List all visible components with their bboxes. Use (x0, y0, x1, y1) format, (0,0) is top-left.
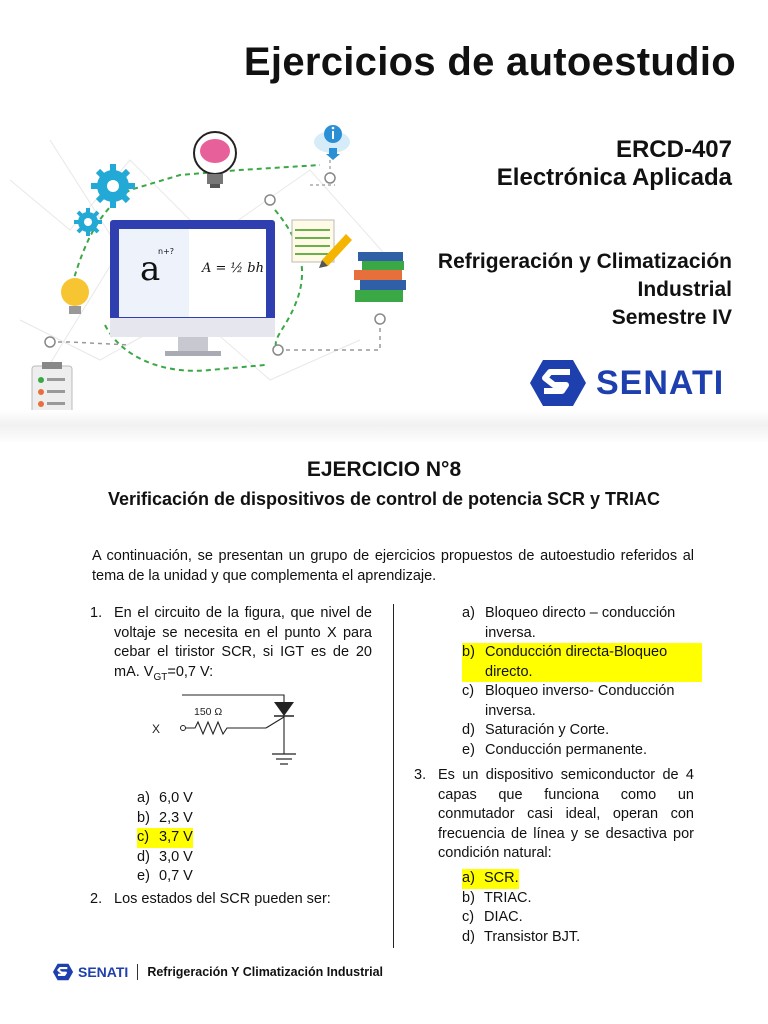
option-text: Conducción permanente. (485, 741, 648, 758)
question-1-options (137, 789, 193, 887)
question-text-main: En el circuito de la figura, que nivel de voltaje se necesita en el punto X para cebar el tiristor SCR, si IGT es de 20 mA. V (114, 605, 372, 680)
question-text-end: =0,7 V: (167, 663, 214, 680)
option-text: 3,0 V (159, 848, 193, 865)
course-code: ERCD-407 (615, 136, 732, 163)
resistor-label: 150 Ω (194, 706, 223, 718)
monitor-icon (110, 220, 275, 356)
option-b[interactable] (462, 889, 580, 909)
option-letter: b) (137, 809, 150, 826)
option-text: 0,7 V (159, 868, 193, 884)
option-d[interactable] (137, 848, 193, 868)
question-number: 2. (90, 891, 103, 907)
course-name: Electrónica Aplicada (496, 164, 732, 191)
question-2 (90, 890, 380, 910)
question-2-options (462, 604, 702, 760)
question-text: Los estados del SCR pueden ser: (114, 891, 331, 907)
option-text: 6,0 V (159, 790, 193, 806)
question-text: Es un dispositivo semiconductor de 4 capas que funciona como un conmutador casi ideal, operan con frecuencia de línea y se desactiva por condición natural: (438, 767, 694, 861)
option-letter: d) (137, 848, 150, 865)
option-d[interactable] (462, 721, 702, 741)
senati-emblem-icon (52, 963, 74, 981)
exercise-subtitle: Verificación de dispositivos de control de potencia SCR y TRIAC (107, 489, 661, 509)
senati-wordmark: SENATI (596, 363, 725, 402)
option-b[interactable] (137, 809, 193, 829)
checklist-icon (32, 362, 72, 414)
footer-text: Refrigeración Y Climatización Industrial (147, 965, 384, 979)
course-block (497, 136, 732, 192)
option-a[interactable] (462, 604, 702, 643)
senati-logo (528, 358, 724, 408)
option-text: Transistor BJT. (484, 928, 581, 945)
option-b-highlighted[interactable] (462, 643, 702, 682)
option-letter: b) (462, 889, 475, 906)
circuit-point-label: X (152, 722, 161, 736)
question-3-options (462, 869, 580, 947)
option-text: DIAC. (484, 909, 523, 925)
books-icon (354, 252, 406, 302)
option-text: 3,7 V (159, 828, 193, 848)
page-footer (52, 963, 383, 981)
exercise-intro: A continuación, se presentan un grupo de ejercicios propuestos de autoestudio referidos al tema de la unidad y que complementa el aprendizaje. (92, 548, 694, 584)
option-c-highlighted[interactable] (137, 828, 193, 848)
option-a[interactable] (137, 789, 193, 809)
option-letter: d) (462, 928, 475, 945)
option-e[interactable] (462, 741, 702, 761)
career-line-1: Refrigeración y Climatización (437, 250, 732, 273)
svg-text:n+?: n+? (158, 247, 175, 256)
option-letter: b) (462, 643, 485, 682)
option-letter: a) (137, 790, 150, 806)
career-line-2: Industrial (637, 278, 732, 301)
svg-text:A = ½ bh: A = ½ bh (202, 261, 264, 276)
career-block (438, 248, 732, 332)
option-text: Bloqueo directo – conducción inversa. (485, 605, 676, 641)
option-letter: e) (462, 741, 475, 758)
option-letter: d) (462, 722, 475, 738)
lightbulb-icon (61, 278, 89, 314)
question-3 (414, 766, 694, 864)
semester: Semestre IV (611, 306, 732, 329)
option-c[interactable] (462, 682, 702, 721)
section-divider (0, 410, 768, 444)
question-number: 1. (90, 605, 103, 621)
footer-separator (137, 964, 138, 980)
brain-lightbulb-icon (194, 132, 236, 188)
column-divider (393, 604, 394, 948)
info-cloud-icon (314, 125, 350, 160)
option-letter: a) (462, 605, 475, 621)
option-text: Conducción directa-Bloqueo directo. (485, 643, 702, 682)
option-letter: c) (137, 828, 159, 848)
question-1 (90, 604, 372, 687)
option-e[interactable] (137, 867, 193, 887)
option-text: 2,3 V (159, 809, 193, 826)
senati-emblem-icon (528, 358, 588, 408)
option-letter: e) (137, 868, 150, 884)
option-letter: c) (462, 683, 475, 699)
document-title: Ejercicios de autoestudio (243, 40, 736, 84)
option-d[interactable] (462, 928, 580, 948)
option-letter: a) (462, 869, 484, 889)
footer-brand: SENATI (78, 964, 129, 980)
option-text: Bloqueo inverso- Conducción inversa. (485, 683, 675, 719)
option-c[interactable] (462, 908, 580, 928)
notepad-pencil-icon (292, 220, 352, 268)
option-text: TRIAC. (484, 889, 532, 906)
question-number: 3. (414, 767, 427, 783)
option-a-highlighted[interactable] (462, 869, 580, 889)
question-text (114, 604, 372, 687)
exercise-title: EJERCICIO N°8 (306, 458, 462, 481)
svg-text:a: a (140, 249, 161, 289)
option-letter: c) (462, 909, 475, 925)
option-text: SCR. (484, 869, 519, 889)
header-illustration (10, 120, 420, 420)
option-text: Saturación y Corte. (485, 722, 610, 738)
scr-circuit-diagram (150, 690, 310, 772)
subscript: GT (153, 671, 168, 683)
